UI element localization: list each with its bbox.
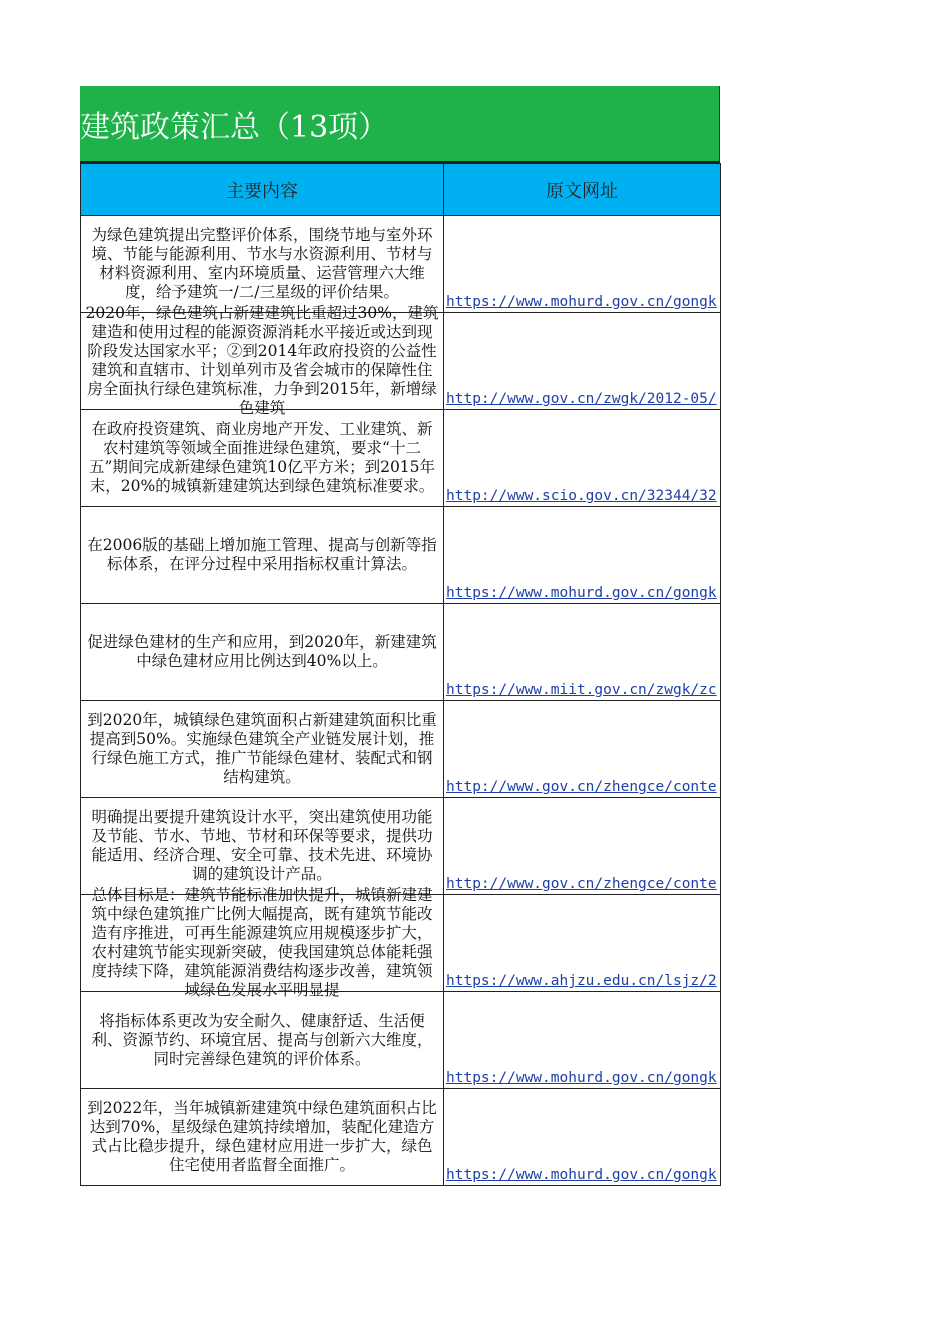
content-cell[interactable]	[81, 798, 444, 895]
source-link[interactable]: https://www.mohurd.gov.cn/gongk	[446, 1070, 717, 1086]
header-content[interactable]: 主要内容	[81, 164, 444, 216]
content-text: 2020年，绿色建筑占新建建筑比重超过30%，建筑建造和使用过程的能源资源消耗水平接近或达到现阶段发达国家水平；②到2014年政府投资的公益性建筑和直辖市、计划单列市及省会城市的保障性住房全面执行绿色建筑标准，力争到2015年，新增绿色建筑	[85, 304, 439, 417]
table-row	[81, 507, 721, 604]
content-text: 在2006版的基础上增加施工管理、提高与创新等指标体系，在评分过程中采用指标权重计算法。	[87, 536, 437, 573]
content-text: 将指标体系更改为安全耐久、健康舒适、生活便利、资源节约、环境宜居、提高与创新六大维度，同时完善绿色建筑的评价体系。	[91, 1011, 433, 1068]
content-text: 促进绿色建材的生产和应用，到2020年，新建建筑中绿色建材应用比例达到40%以上。	[87, 633, 437, 670]
source-link[interactable]: https://www.miit.gov.cn/zwgk/zc	[446, 682, 717, 698]
table-row	[81, 992, 721, 1089]
url-cell[interactable]	[444, 895, 721, 992]
content-cell[interactable]	[81, 604, 444, 701]
url-cell[interactable]	[444, 216, 721, 313]
content-text: 总体目标是：建筑节能标准加快提升，城镇新建建筑中绿色建筑推广比例大幅提高，既有建筑节能改造有序推进，可再生能源建筑应用规模逐步扩大，农村建筑节能实现新突破，使我国建筑总体能耗强度持续下降，建筑能源消费结构逐步改善，建筑领域绿色发展水平明显提	[91, 886, 433, 999]
content-cell[interactable]	[81, 410, 444, 507]
source-link[interactable]: http://www.gov.cn/zhengce/conte	[446, 876, 717, 892]
source-link[interactable]: https://www.mohurd.gov.cn/gongk	[446, 294, 717, 310]
header-url[interactable]: 原文网址	[444, 164, 721, 216]
url-cell[interactable]	[444, 604, 721, 701]
table-row	[81, 1089, 721, 1186]
url-cell[interactable]	[444, 701, 721, 798]
content-text: 到2020年，城镇绿色建筑面积占新建建筑面积比重提高到50%。实施绿色建筑全产业链发展计划，推行绿色施工方式，推广节能绿色建材、装配式和钢结构建筑。	[87, 711, 437, 786]
table-body	[81, 216, 721, 1186]
table-row	[81, 216, 721, 313]
source-link[interactable]: https://www.ahjzu.edu.cn/lsjz/2	[446, 973, 717, 989]
content-cell[interactable]	[81, 304, 444, 417]
url-cell[interactable]	[444, 410, 721, 507]
content-text: 到2022年，当年城镇新建建筑中绿色建筑面积占比达到70%，星级绿色建筑持续增加，装配化建造方式占比稳步提升，绿色建材应用进一步扩大，绿色住宅使用者监督全面推广。	[87, 1099, 437, 1174]
url-cell[interactable]	[444, 313, 721, 410]
url-cell[interactable]	[444, 1089, 721, 1186]
table-row	[81, 313, 721, 410]
url-cell[interactable]	[444, 507, 721, 604]
table-row	[81, 798, 721, 895]
content-cell[interactable]	[81, 216, 444, 313]
source-link[interactable]: https://www.mohurd.gov.cn/gongk	[446, 585, 717, 601]
content-cell[interactable]	[81, 507, 444, 604]
table-row	[81, 895, 721, 992]
spreadsheet	[80, 86, 720, 1186]
source-link[interactable]: http://www.gov.cn/zhengce/conte	[446, 779, 717, 795]
content-text: 在政府投资建筑、商业房地产开发、工业建筑、新农村建筑等领域全面推进绿色建筑，要求“十二五”期间完成新建绿色建筑10亿平方米；到2015年末，20%的城镇新建建筑达到绿色建筑标准要求。	[88, 420, 436, 495]
url-cell[interactable]	[444, 992, 721, 1089]
header-row	[81, 164, 721, 216]
url-cell[interactable]	[444, 798, 721, 895]
source-link[interactable]: https://www.mohurd.gov.cn/gongk	[446, 1167, 717, 1183]
content-text: 明确提出要提升建筑设计水平，突出建筑使用功能及节能、节水、节地、节材和环保等要求，提供功能适用、经济合理、安全可靠、技术先进、环境协调的建筑设计产品。	[91, 808, 433, 883]
table-row	[81, 410, 721, 507]
content-cell[interactable]	[81, 992, 444, 1089]
content-cell[interactable]	[81, 886, 444, 999]
policy-table	[80, 163, 721, 1186]
source-link[interactable]: http://www.scio.gov.cn/32344/32	[446, 488, 717, 504]
source-link[interactable]: http://www.gov.cn/zwgk/2012-05/	[446, 391, 717, 407]
content-cell[interactable]	[81, 1089, 444, 1186]
content-text: 为绿色建筑提出完整评价体系，围绕节地与室外环境、节能与能源利用、节水与水资源利用、节材与材料资源利用、室内环境质量、运营管理六大维度，给予建筑一/二/三星级的评价结果。	[91, 226, 433, 301]
table-row	[81, 701, 721, 798]
content-cell[interactable]	[81, 701, 444, 798]
sheet-title: 建筑政策汇总（13项）	[80, 86, 720, 163]
table-row	[81, 604, 721, 701]
